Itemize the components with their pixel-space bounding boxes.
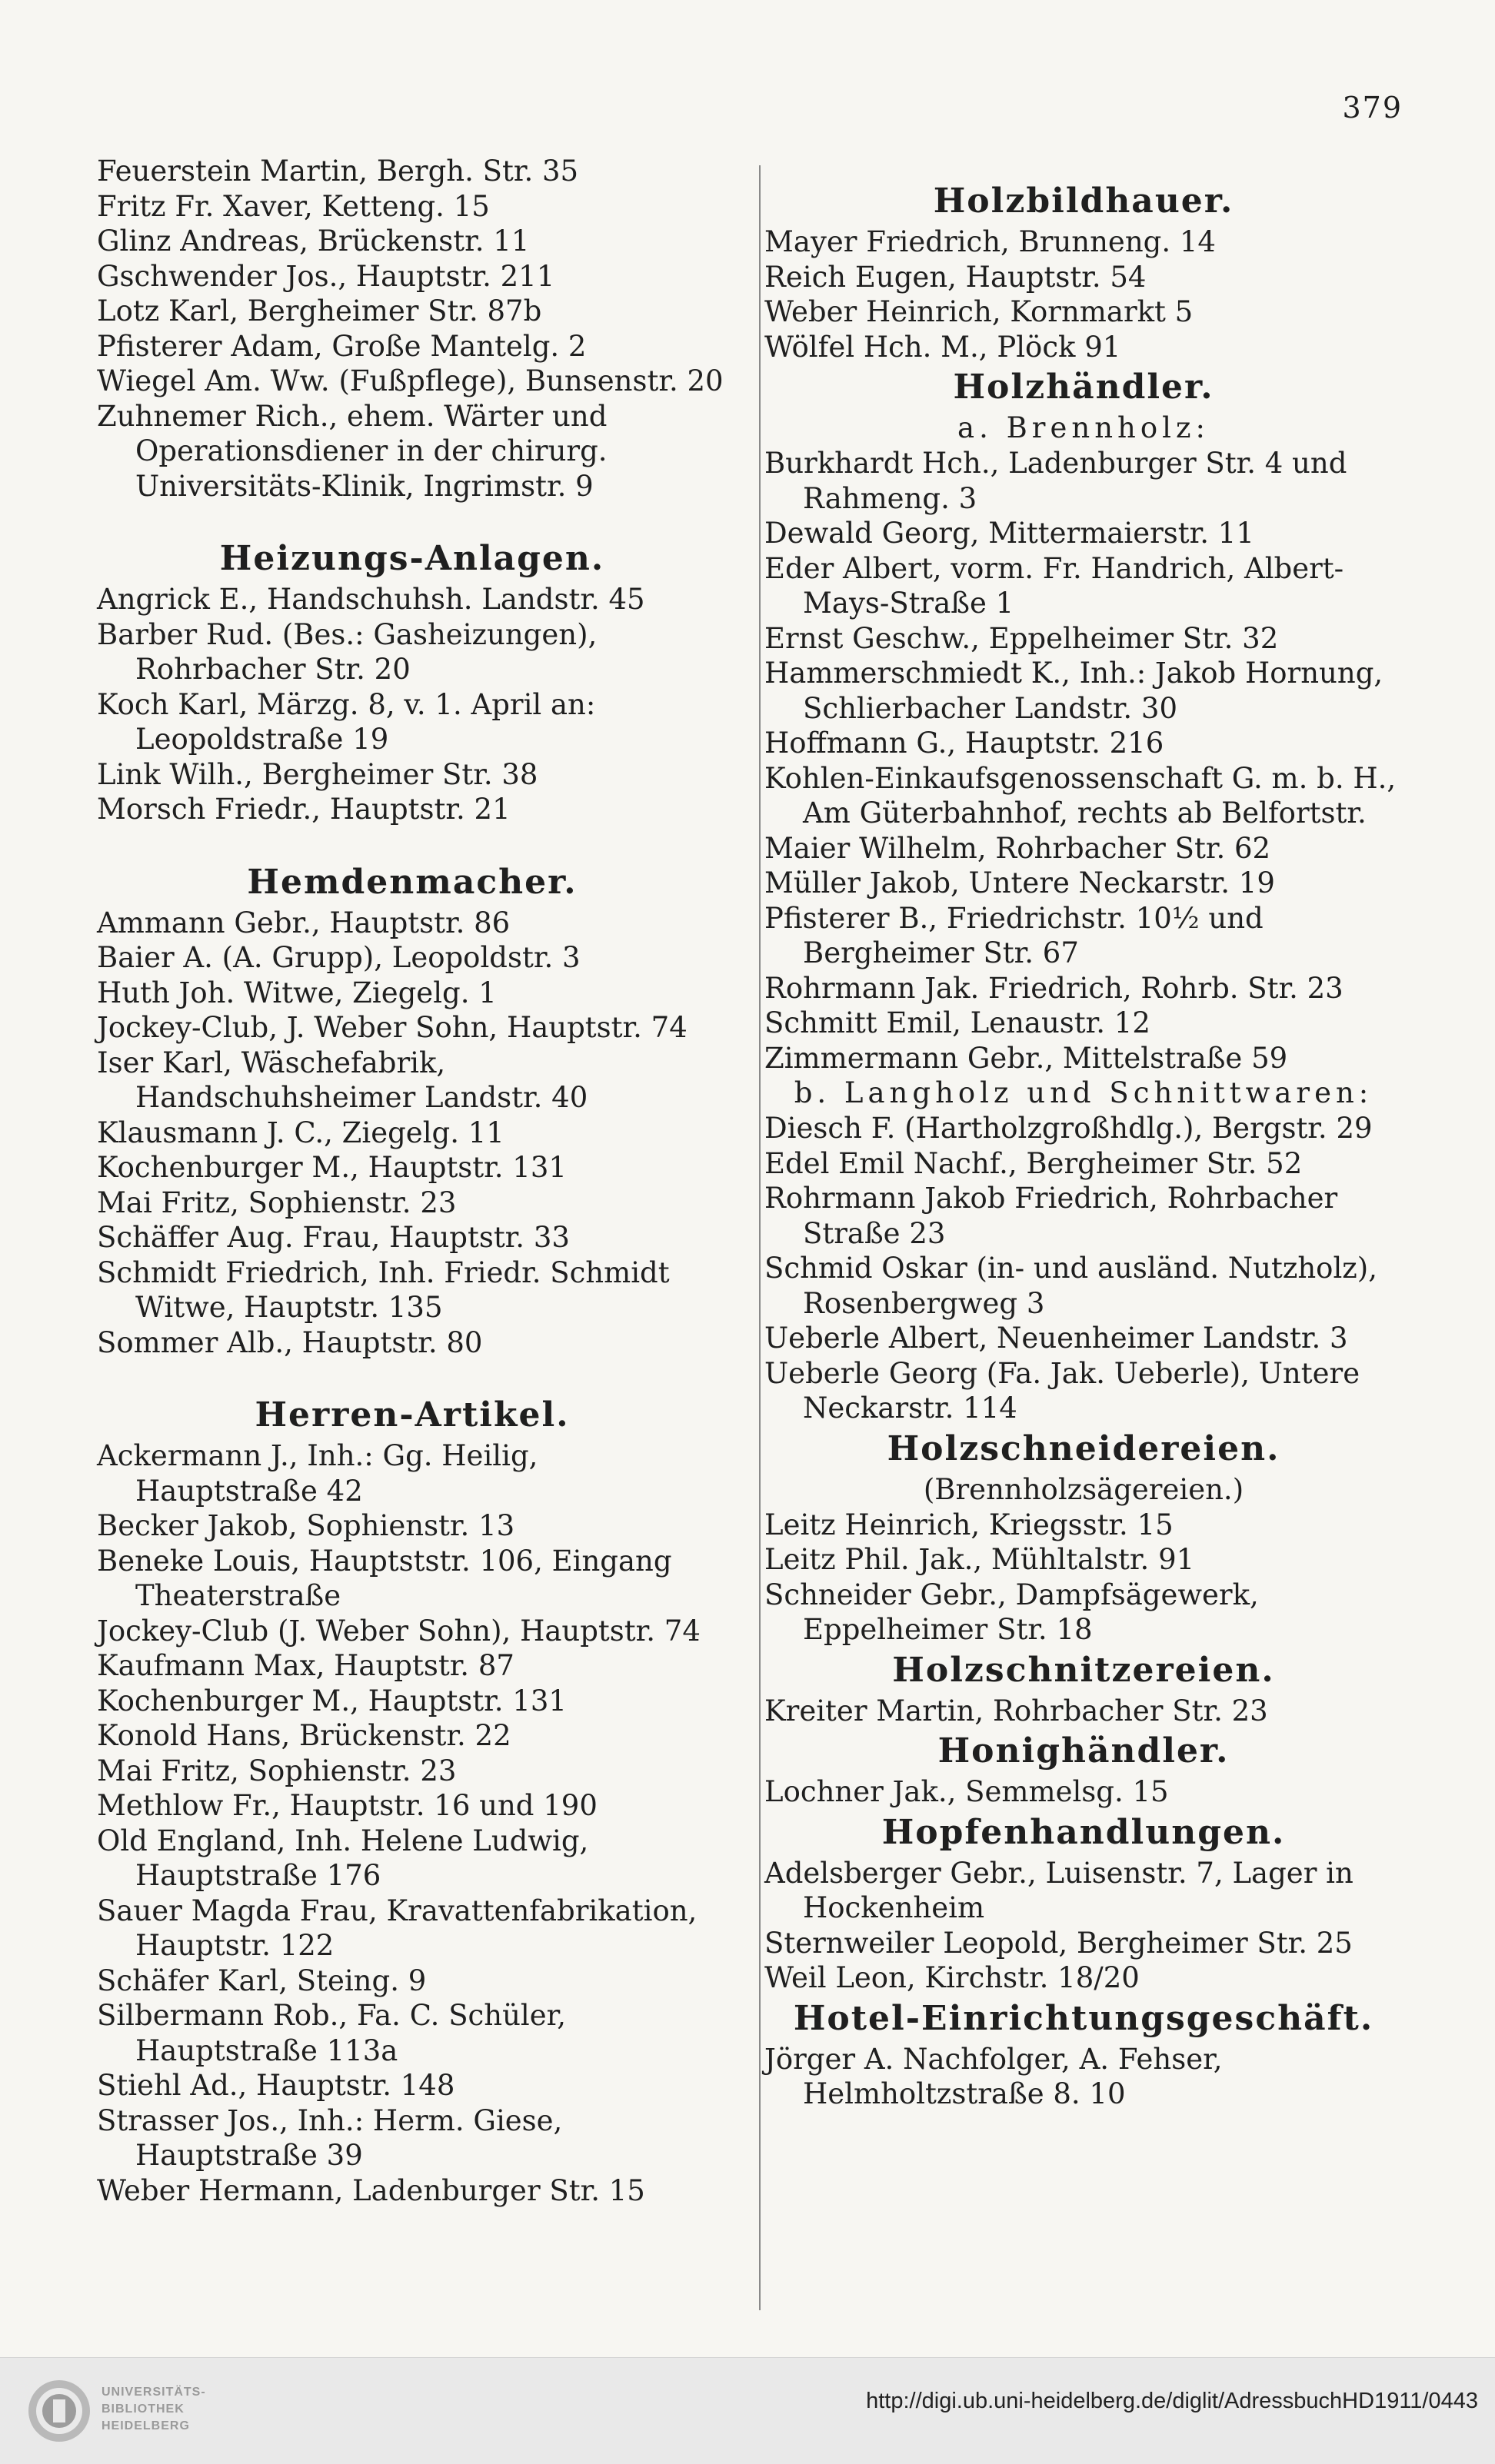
viewer-footer (0, 2357, 1495, 2464)
directory-entry: Sternweiler Leopold, Bergheimer Str. 25 (764, 1926, 1353, 1960)
logo-line: BIBLIOTHEK (102, 2402, 185, 2416)
directory-entry: Silbermann Rob., Fa. C. Schüler, Hauptstraße 113a (97, 1999, 567, 2067)
directory-entry: Kohlen-Einkaufsgenossenschaft G. m. b. H., Am Güterbahnhof, rechts ab Belfortstr. (764, 761, 1397, 830)
section-heading: Heizungs-Anlagen. (219, 539, 605, 578)
directory-entry: Schneider Gebr., Dampfsägewerk, Eppelheimer Str. 18 (764, 1578, 1259, 1646)
directory-entry: Müller Jakob, Untere Neckarstr. 19 (764, 866, 1275, 899)
section-heading: Hopfenhandlungen. (881, 1812, 1286, 1852)
directory-entry: Baier A. (A. Grupp), Leopoldstr. 3 (97, 941, 581, 974)
directory-entry: Reich Eugen, Hauptstr. 54 (764, 260, 1147, 294)
directory-entry: Mayer Friedrich, Brunneng. 14 (764, 225, 1216, 258)
section-gap (97, 827, 728, 860)
directory-entry: Barber Rud. (Bes.: Gasheizungen), Rohrbacher Str. 20 (97, 617, 598, 686)
directory-entry: Jörger A. Nachfolger, A. Fehser, Helmholtzstraße 8. 10 (764, 2042, 1223, 2110)
directory-entry: Zimmermann Gebr., Mittelstraße 59 (764, 1041, 1288, 1075)
directory-entry: Strasser Jos., Inh.: Herm. Giese, Hauptstraße 39 (97, 2103, 563, 2172)
directory-entry: Jockey-Club, J. Weber Sohn, Hauptstr. 74 (97, 1011, 688, 1044)
section-gap (97, 504, 728, 536)
directory-entry: Angrick E., Handschuhsh. Landstr. 45 (97, 583, 645, 616)
column-divider (759, 165, 761, 2310)
directory-entry: Sauer Magda Frau, Kravattenfabrikation, Hauptstr. 122 (97, 1894, 698, 1962)
directory-entry: Mai Fritz, Sophienstr. 23 (97, 1185, 457, 1219)
section-heading: Honighändler. (937, 1731, 1230, 1771)
directory-entry: Wiegel Am. Ww. (Fußpflege), Bunsenstr. 20 (97, 364, 724, 397)
left-column (97, 154, 728, 2208)
page-number: 379 (1342, 91, 1403, 125)
directory-entry: Morsch Friedr., Hauptstr. 21 (97, 793, 511, 826)
section-heading: Hotel-Einrichtungsgeschäft. (793, 1998, 1374, 2038)
directory-entry: Ammann Gebr., Hauptstr. 86 (97, 906, 511, 939)
directory-entry: Kaufmann Max, Hauptstr. 87 (97, 1649, 514, 1682)
directory-entry: Ueberle Albert, Neuenheimer Landstr. 3 (764, 1322, 1348, 1355)
directory-entry: Ackermann J., Inh.: Gg. Heilig, Hauptstraße 42 (97, 1439, 538, 1508)
directory-entry: Leitz Heinrich, Kriegsstr. 15 (764, 1508, 1174, 1541)
directory-entry: Rohrmann Jak. Friedrich, Rohrb. Str. 23 (764, 971, 1344, 1005)
section-heading: Holzschnitzereien. (892, 1650, 1275, 1690)
directory-entry: Jockey-Club (J. Weber Sohn), Hauptstr. 74 (97, 1614, 701, 1648)
directory-entry: Kochenburger M., Hauptstr. 131 (97, 1151, 567, 1184)
directory-entry: Becker Jakob, Sophienstr. 13 (97, 1509, 515, 1542)
directory-entry: Diesch F. (Hartholzgroßhdlg.), Bergstr. 29 (764, 1112, 1373, 1145)
logo-line: UNIVERSITÄTS- (102, 2386, 206, 2399)
directory-entry: Schmid Oskar (in- und ausländ. Nutzholz), Rosenbergweg 3 (764, 1252, 1377, 1320)
section-subheading: a. Brennholz: (957, 411, 1210, 444)
right-column (764, 178, 1403, 2112)
directory-entry: Beneke Louis, Hauptststr. 106, Eingang Theaterstraße (97, 1544, 672, 1612)
directory-entry: Hammerschmiedt K., Inh.: Jakob Hornung, Schlierbacher Landstr. 30 (764, 657, 1383, 725)
directory-entry: Fritz Fr. Xaver, Ketteng. 15 (97, 189, 490, 223)
section-heading: Holzschneidereien. (887, 1428, 1280, 1468)
directory-entry: Weber Heinrich, Kornmarkt 5 (764, 295, 1194, 328)
directory-entry: Gschwender Jos., Hauptstr. 211 (97, 259, 555, 293)
directory-entry: Old England, Inh. Helene Ludwig, Hauptstraße 176 (97, 1824, 589, 1892)
directory-entry: Leitz Phil. Jak., Mühltalstr. 91 (764, 1543, 1195, 1576)
directory-entry: Wölfel Hch. M., Plöck 91 (764, 330, 1121, 364)
directory-entry: Pfisterer B., Friedrichstr. 10½ und Bergheimer Str. 67 (764, 901, 1264, 969)
directory-entry: Iser Karl, Wäschefabrik, Handschuhsheimer Landstr. 40 (97, 1046, 588, 1114)
directory-entry: Koch Karl, Märzg. 8, v. 1. April an: Leopoldstraße 19 (97, 687, 596, 756)
directory-entry: Ernst Geschw., Eppelheimer Str. 32 (764, 621, 1279, 655)
directory-entry: Adelsberger Gebr., Luisenstr. 7, Lager in Hockenheim (764, 1856, 1353, 1924)
directory-entry: Burkhardt Hch., Ladenburger Str. 4 und Rahmeng. 3 (764, 447, 1347, 515)
directory-entry: Schmidt Friedrich, Inh. Friedr. Schmidt Witwe, Hauptstr. 135 (97, 1255, 670, 1324)
directory-entry: Rohrmann Jakob Friedrich, Rohrbacher Straße 23 (764, 1182, 1338, 1250)
directory-entry: Sommer Alb., Hauptstr. 80 (97, 1325, 483, 1359)
directory-entry: Kochenburger M., Hauptstr. 131 (97, 1684, 567, 1717)
directory-entry: Eder Albert, vorm. Fr. Handrich, Albert-Mays-Straße 1 (764, 551, 1344, 620)
directory-entry: Glinz Andreas, Brückenstr. 11 (97, 224, 530, 258)
directory-entry: Konold Hans, Brückenstr. 22 (97, 1719, 511, 1752)
directory-entry: Pfisterer Adam, Große Mantelg. 2 (97, 329, 587, 363)
section-heading: Hemdenmacher. (247, 862, 578, 902)
directory-entry: Schäffer Aug. Frau, Hauptstr. 33 (97, 1221, 570, 1254)
directory-entry: Weber Hermann, Ladenburger Str. 15 (97, 2173, 645, 2207)
directory-entry: Maier Wilhelm, Rohrbacher Str. 62 (764, 831, 1271, 865)
section-subheading: (Brennholzsägereien.) (923, 1472, 1244, 1506)
directory-entry: Feuerstein Martin, Bergh. Str. 35 (97, 155, 579, 188)
directory-entry: Schäfer Karl, Steing. 9 (97, 1964, 427, 1997)
directory-entry: Lochner Jak., Semmelsg. 15 (764, 1775, 1169, 1808)
university-seal-icon (26, 2378, 92, 2444)
directory-entry: Lotz Karl, Bergheimer Str. 87b (97, 294, 542, 328)
section-gap (97, 1360, 728, 1392)
directory-entry: Stiehl Ad., Hauptstr. 148 (97, 2069, 455, 2102)
directory-entry: Huth Joh. Witwe, Ziegelg. 1 (97, 976, 497, 1009)
section-heading: Holzhändler. (953, 367, 1214, 407)
section-heading: Holzbildhauer. (933, 181, 1234, 221)
directory-entry: Klausmann J. C., Ziegelg. 11 (97, 1116, 504, 1149)
section-subheading: b. Langholz und Schnittwaren: (794, 1076, 1373, 1109)
directory-entry: Hoffmann G., Hauptstr. 216 (764, 727, 1164, 760)
directory-entry: Ueberle Georg (Fa. Jak. Ueberle), Untere Neckarstr. 114 (764, 1356, 1360, 1425)
source-url-link[interactable]: http://digi.ub.uni-heidelberg.de/diglit/AdressbuchHD1911/0443 (866, 2389, 1478, 2413)
directory-entry: Mai Fritz, Sophienstr. 23 (97, 1754, 457, 1787)
directory-entry: Link Wilh., Bergheimer Str. 38 (97, 757, 538, 791)
directory-entry: Dewald Georg, Mittermaierstr. 11 (764, 517, 1254, 550)
section-heading: Herren-Artikel. (255, 1395, 570, 1435)
directory-entry: Kreiter Martin, Rohrbacher Str. 23 (764, 1694, 1268, 1727)
directory-entry: Schmitt Emil, Lenaustr. 12 (764, 1006, 1150, 1039)
directory-entry: Weil Leon, Kirchstr. 18/20 (764, 1961, 1140, 1994)
logo-line: HEIDELBERG (102, 2419, 190, 2432)
directory-entry: Methlow Fr., Hauptstr. 16 und 190 (97, 1789, 598, 1822)
directory-entry: Edel Emil Nachf., Bergheimer Str. 52 (764, 1146, 1303, 1180)
library-logo-text (102, 2384, 206, 2435)
directory-entry: Zuhnemer Rich., ehem. Wärter und Operationsdiener in der chirurg. Universitäts-Klinik, Ingrimstr. 9 (97, 399, 608, 503)
